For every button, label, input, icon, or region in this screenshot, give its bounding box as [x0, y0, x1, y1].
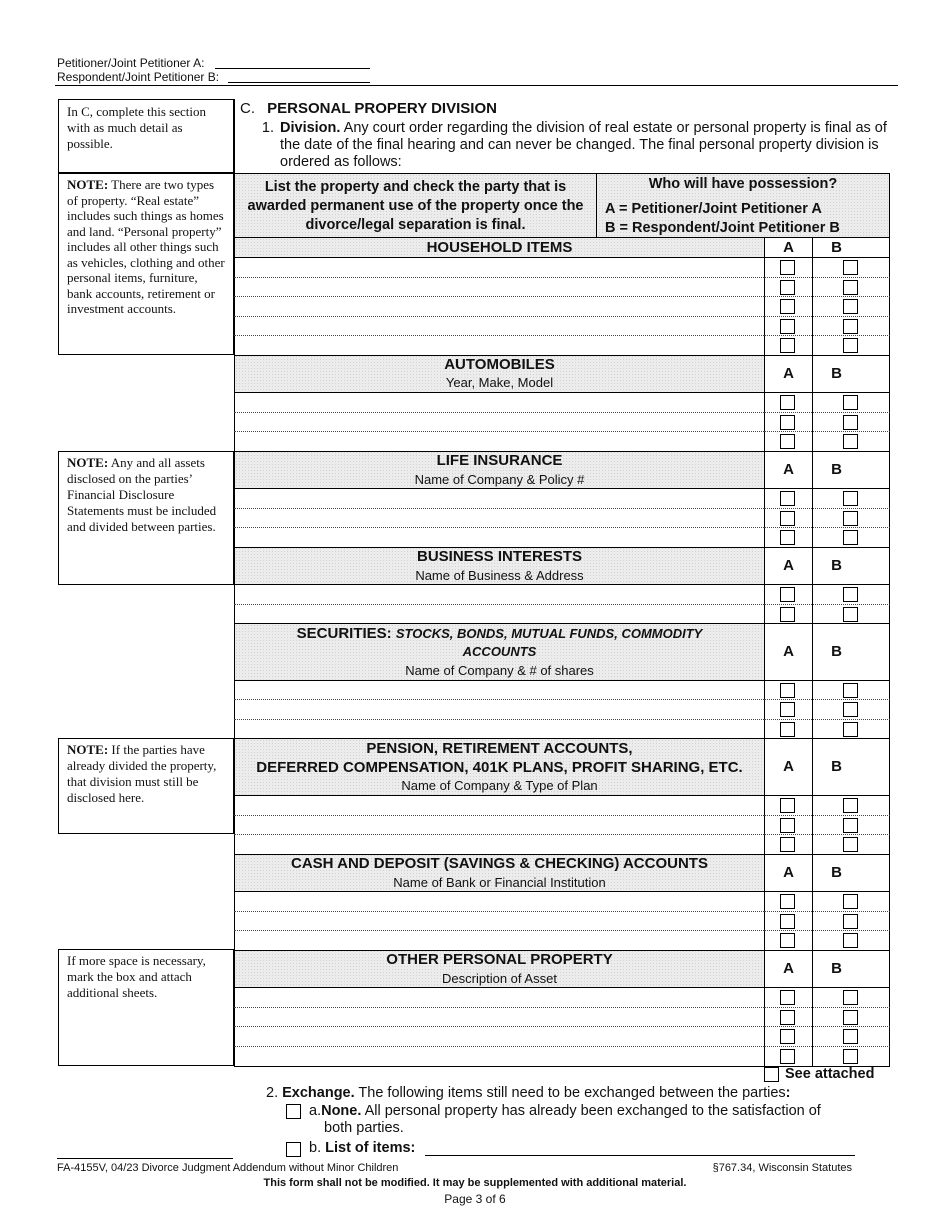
division-text: Any court order regarding the division of real estate or personal property is final as of the date of the final hearing and can never be changed. The final personal property division is ordered as follows: — [280, 120, 887, 170]
party-b-checkbox[interactable] — [843, 299, 858, 314]
automobiles-col-b: B — [831, 365, 842, 382]
possession-title: Who will have possession? — [648, 176, 838, 192]
table-right-border — [889, 173, 890, 1066]
exchange-colon: : — [785, 1085, 791, 1101]
other-col-a: A — [783, 960, 794, 977]
entry-row-divider — [764, 412, 890, 413]
property-entry-field[interactable] — [236, 432, 762, 450]
exchange-a-text2: both parties. — [324, 1120, 404, 1136]
cash-title: CASH AND DEPOSIT (SAVINGS & CHECKING) ACCOUNTS — [291, 855, 708, 872]
other-sub: Description of Asset — [442, 971, 557, 986]
party-a-checkbox[interactable] — [780, 607, 795, 622]
exchange-none-text — [309, 1103, 821, 1137]
pension-col-b: B — [831, 758, 842, 775]
life-title: LIFE INSURANCE — [436, 452, 563, 469]
entry-row-divider — [764, 699, 890, 700]
party-b-checkbox[interactable] — [843, 818, 858, 833]
entry-row-divider — [764, 834, 890, 835]
cash-col-b: B — [831, 864, 842, 881]
sidebar-note-assets — [58, 451, 234, 585]
business-title: BUSINESS INTERESTS — [416, 548, 583, 565]
property-entry-field[interactable] — [236, 585, 762, 603]
party-b-checkbox[interactable] — [843, 395, 858, 410]
exchange-num: 2. — [266, 1085, 279, 1101]
party-b-checkbox[interactable] — [843, 260, 858, 275]
party-a-checkbox[interactable] — [780, 319, 795, 334]
party-b-checkbox[interactable] — [843, 280, 858, 295]
party-b-checkbox[interactable] — [843, 511, 858, 526]
table-instruction: List the property and check the party that is awarded permanent use of the property once the divorce/legal separation is final. — [247, 179, 584, 233]
property-entry-field[interactable] — [236, 816, 762, 834]
sidebar-note-more-space-text: If more space is necessary, mark the box and attach additional sheets. — [67, 953, 206, 1000]
party-a-checkbox[interactable] — [780, 722, 795, 737]
property-entry-field[interactable] — [236, 1008, 762, 1026]
party-b-checkbox[interactable] — [843, 587, 858, 602]
business-col-b: B — [831, 557, 842, 574]
property-entry-field[interactable] — [236, 720, 762, 737]
exchange-a-text: All personal property has already been exchanged to the satisfaction of — [361, 1103, 821, 1119]
entry-row-divider — [764, 930, 890, 931]
entry-row-divider — [764, 604, 890, 605]
respondent-label: Respondent/Joint Petitioner B: — [57, 70, 220, 84]
party-b-checkbox[interactable] — [843, 415, 858, 430]
property-entry-field[interactable] — [236, 681, 762, 698]
see-attached-label: See attached — [785, 1066, 875, 1082]
party-b-checkbox[interactable] — [843, 798, 858, 813]
exchange-b-bold: List of items: — [325, 1140, 416, 1156]
entry-row-divider — [764, 815, 890, 816]
party-a-checkbox[interactable] — [780, 683, 795, 698]
exchange-a-bold: None. — [321, 1103, 362, 1119]
division-paragraph — [240, 120, 890, 171]
sidebar-note-assets-text: Any and all assets disclosed on the parties’ Financial Disclosure Statements must be included and divided between parties. — [67, 455, 217, 534]
rule — [234, 451, 890, 452]
division-num: 1. — [261, 120, 274, 136]
party-a-checkbox[interactable] — [780, 434, 795, 449]
footer-notice: This form shall not be modified. It may be supplemented with additional material. — [263, 1177, 687, 1189]
party-b-checkbox[interactable] — [843, 914, 858, 929]
party-b-checkbox[interactable] — [843, 530, 858, 545]
party-b-checkbox[interactable] — [843, 683, 858, 698]
other-col-b: B — [831, 960, 842, 977]
party-a-checkbox[interactable] — [780, 491, 795, 506]
entry-row-divider — [764, 1007, 890, 1008]
exchange-list-checkbox[interactable] — [286, 1142, 301, 1157]
securities-title-italic2: ACCOUNTS — [462, 644, 537, 659]
securities-title-italic: STOCKS, BONDS, MUTUAL FUNDS, COMMODITY — [395, 626, 703, 641]
household-title: HOUSEHOLD ITEMS — [426, 239, 573, 256]
property-entry-field[interactable] — [236, 297, 762, 315]
property-entry-field[interactable] — [236, 1047, 762, 1065]
party-a-checkbox[interactable] — [780, 395, 795, 410]
rule — [234, 355, 890, 356]
party-a-checkbox[interactable] — [780, 1010, 795, 1025]
property-entry-field[interactable] — [236, 1027, 762, 1045]
note-label: NOTE: — [67, 177, 109, 192]
securities-title: SECURITIES: — [296, 625, 392, 642]
rule — [234, 623, 890, 624]
party-b-checkbox[interactable] — [843, 933, 858, 948]
securities-title-block — [235, 625, 764, 661]
section-heading — [240, 100, 890, 171]
property-entry-field[interactable] — [236, 528, 762, 546]
party-a-checkbox[interactable] — [780, 299, 795, 314]
party-a-checkbox[interactable] — [780, 530, 795, 545]
party-a-checkbox[interactable] — [780, 837, 795, 852]
entry-row-divider — [764, 911, 890, 912]
property-entry-field[interactable] — [236, 413, 762, 431]
rule — [234, 950, 890, 951]
automobiles-sub: Year, Make, Model — [445, 375, 554, 390]
household-col-a: A — [783, 239, 794, 256]
automobiles-col-a: A — [783, 365, 794, 382]
exchange-line — [266, 1085, 790, 1101]
sidebar-note-more-space — [58, 949, 234, 1066]
party-b-checkbox[interactable] — [843, 491, 858, 506]
party-a-checkbox[interactable] — [780, 415, 795, 430]
entry-row-divider — [764, 719, 890, 720]
party-a-checkbox[interactable] — [780, 894, 795, 909]
header-divider — [55, 85, 898, 86]
business-col-a: A — [783, 557, 794, 574]
life-sub: Name of Company & Policy # — [414, 472, 585, 487]
entry-row-divider — [764, 316, 890, 317]
section-title: PERSONAL PROPERY DIVISION — [267, 100, 497, 117]
sidebar-note-detail — [58, 99, 234, 173]
property-entry-field[interactable] — [236, 700, 762, 717]
page-number: Page 3 of 6 — [444, 1192, 506, 1206]
petitioner-name-field[interactable] — [215, 68, 370, 69]
see-attached-checkbox[interactable] — [764, 1067, 779, 1082]
sidebar-note-property-types-text: There are two types of property. “Real estate” includes such things as homes and land. “Personal property” includes all other things such as vehicles, clothing and other personal items, furniture, bank accounts, retirement or investment accounts. — [67, 177, 225, 316]
property-entry-field[interactable] — [236, 931, 762, 949]
exchange-list-field[interactable] — [425, 1155, 855, 1156]
sidebar-note-divided-text: If the parties have already divided the property, that division must still be disclosed here. — [67, 742, 217, 805]
party-a-checkbox[interactable] — [780, 260, 795, 275]
rule — [234, 854, 890, 855]
sidebar-note-property-types — [58, 173, 234, 355]
property-entry-field[interactable] — [236, 796, 762, 814]
cash-col-a: A — [783, 864, 794, 881]
party-b-checkbox[interactable] — [843, 837, 858, 852]
entry-row-divider — [764, 1046, 890, 1047]
party-b-checkbox[interactable] — [843, 990, 858, 1005]
petitioner-label-line — [57, 56, 204, 70]
party-a-checkbox[interactable] — [780, 818, 795, 833]
other-title: OTHER PERSONAL PROPERTY — [386, 951, 613, 968]
sidebar-note-divided — [58, 738, 234, 834]
securities-col-a: A — [783, 643, 794, 660]
division-label: Division. — [280, 120, 341, 136]
exchange-text: The following items still need to be exchanged between the parties — [354, 1085, 786, 1101]
footer-rule — [57, 1158, 233, 1159]
property-entry-field[interactable] — [236, 835, 762, 853]
entry-row-divider — [764, 296, 890, 297]
entry-row-divider — [764, 335, 890, 336]
party-a-checkbox[interactable] — [780, 511, 795, 526]
securities-sub: Name of Company & # of shares — [405, 663, 594, 678]
party-b-checkbox[interactable] — [843, 722, 858, 737]
party-b-checkbox[interactable] — [843, 1049, 858, 1064]
exchange-a-label: a. — [309, 1103, 322, 1119]
property-entry-field[interactable] — [236, 258, 762, 276]
statute: §767.34, Wisconsin Statutes — [712, 1162, 852, 1174]
party-a-checkbox[interactable] — [780, 338, 795, 353]
life-col-b: B — [831, 461, 842, 478]
securities-col-b: B — [831, 643, 842, 660]
entry-row-divider — [764, 277, 890, 278]
party-b-checkbox[interactable] — [843, 1010, 858, 1025]
property-entry-field[interactable] — [236, 336, 762, 354]
form-id: FA-4155V, 04/23 Divorce Judgment Addendum without Minor Children — [57, 1162, 399, 1174]
party-b-checkbox[interactable] — [843, 434, 858, 449]
entry-row-divider — [764, 1026, 890, 1027]
pension-col-a: A — [783, 758, 794, 775]
cash-sub: Name of Bank or Financial Institution — [393, 875, 606, 890]
respondent-name-field[interactable] — [228, 82, 370, 83]
party-a-checkbox[interactable] — [780, 702, 795, 717]
party-a-checkbox[interactable] — [780, 990, 795, 1005]
legend-b: B = Respondent/Joint Petitioner B — [605, 220, 840, 236]
section-title-line — [240, 100, 890, 117]
property-entry-field[interactable] — [236, 605, 762, 623]
rule — [234, 738, 890, 739]
party-b-checkbox[interactable] — [843, 1029, 858, 1044]
exchange-list-label-line — [309, 1140, 415, 1156]
pension-title2: DEFERRED COMPENSATION, 401K PLANS, PROFIT SHARING, ETC. — [256, 759, 743, 776]
section-letter: C. — [240, 100, 255, 117]
property-entry-field[interactable] — [236, 912, 762, 930]
property-entry-field[interactable] — [236, 393, 762, 411]
property-entry-field[interactable] — [236, 988, 762, 1006]
party-a-checkbox[interactable] — [780, 933, 795, 948]
pension-title-block — [235, 739, 764, 777]
property-entry-field[interactable] — [236, 278, 762, 296]
party-b-checkbox[interactable] — [843, 319, 858, 334]
party-a-checkbox[interactable] — [780, 1029, 795, 1044]
sidebar-note-detail-text: In C, complete this section with as much detail as possible. — [67, 104, 207, 151]
party-a-checkbox[interactable] — [780, 914, 795, 929]
exchange-none-checkbox[interactable] — [286, 1104, 301, 1119]
property-entry-field[interactable] — [236, 892, 762, 910]
automobiles-title: AUTOMOBILES — [444, 356, 555, 373]
legend-a: A = Petitioner/Joint Petitioner A — [605, 201, 822, 217]
note-label: NOTE: — [67, 455, 109, 470]
property-entry-field[interactable] — [236, 317, 762, 335]
party-b-checkbox[interactable] — [843, 338, 858, 353]
life-col-a: A — [783, 461, 794, 478]
entry-row-divider — [764, 527, 890, 528]
respondent-label-line — [57, 70, 219, 84]
pension-title: PENSION, RETIREMENT ACCOUNTS, — [366, 740, 633, 757]
rule — [234, 547, 890, 548]
business-sub: Name of Business & Address — [415, 568, 584, 583]
property-entry-field[interactable] — [236, 489, 762, 507]
note-label: NOTE: — [67, 742, 109, 757]
petitioner-label: Petitioner/Joint Petitioner A: — [57, 56, 205, 70]
party-b-checkbox[interactable] — [843, 702, 858, 717]
pension-sub: Name of Company & Type of Plan — [401, 778, 598, 793]
party-a-checkbox[interactable] — [780, 280, 795, 295]
party-a-checkbox[interactable] — [780, 587, 795, 602]
exchange-label: Exchange. — [282, 1085, 355, 1101]
party-b-checkbox[interactable] — [843, 607, 858, 622]
exchange-b-label: b. — [309, 1140, 322, 1156]
party-b-checkbox[interactable] — [843, 894, 858, 909]
entry-row-divider — [764, 431, 890, 432]
entry-row-divider — [764, 508, 890, 509]
household-col-b: B — [831, 239, 842, 256]
property-entry-field[interactable] — [236, 509, 762, 527]
party-a-checkbox[interactable] — [780, 798, 795, 813]
party-a-checkbox[interactable] — [780, 1049, 795, 1064]
